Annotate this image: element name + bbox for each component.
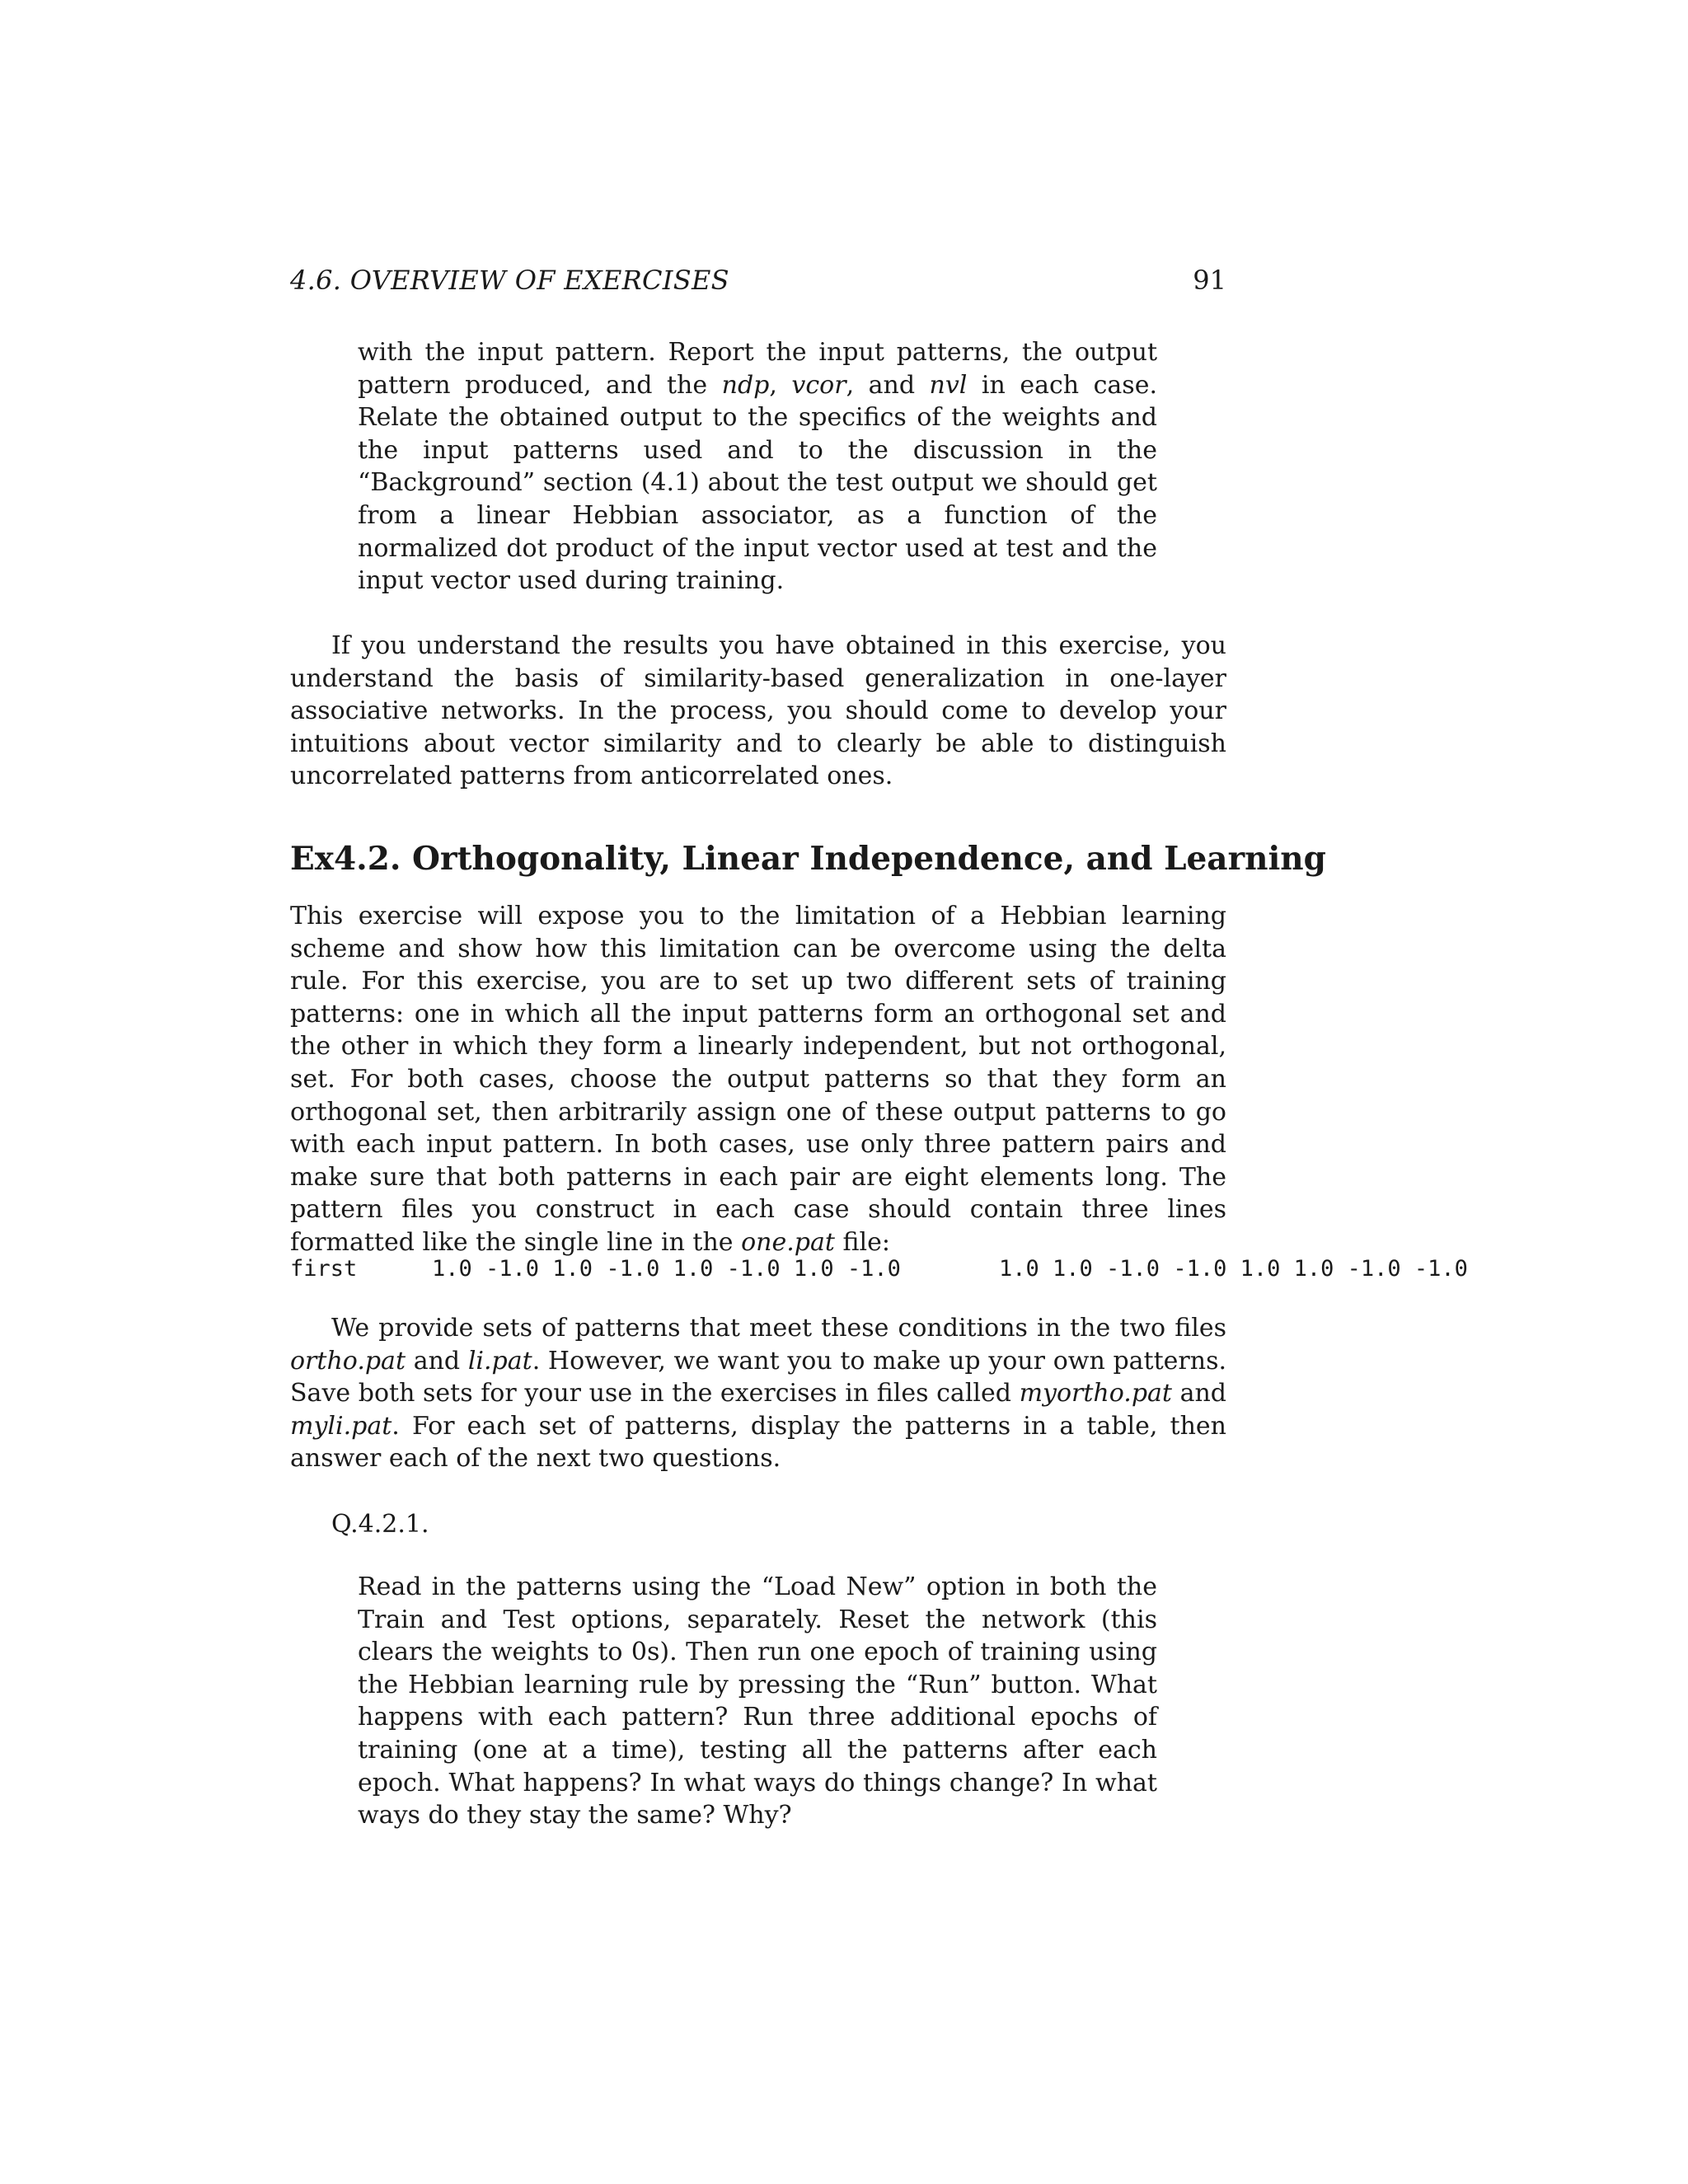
quote-text-1: with the input pattern. Report the input patterns, the output pattern produced, and the: [358, 338, 1157, 400]
running-header: [290, 262, 1226, 298]
quote-and: , and: [846, 370, 930, 400]
pattern-output-values: 1.0 1.0 -1.0 -1.0 1.0 1.0 -1.0 -1.0: [999, 1256, 1468, 1282]
quote-paragraph-top: [358, 336, 1157, 598]
file-name-ortho-pat: ortho.pat: [290, 1346, 406, 1376]
file-name-li-pat: li.pat: [467, 1346, 532, 1376]
quote-text-2: in each case. Relate the obtained output to the specifics of the weights and the input patterns used and to the discussion in the “Background” section (4.1) about the test output we should get from a linear Hebbian associator, as a function of the normalized dot product of the input vector used at test and the input vector used during training.: [358, 370, 1157, 596]
body-2-text: This exercise will expose you to the limitation of a Hebbian learning scheme and show how this limitation can be overcome using the delta rule. For this exercise, you are to set up two different sets of training patterns: one in which all the input patterns form an orthogonal set and the other in which they form a linearly independent, but not orthogonal, set. For both cases, choose the output patterns so that they form an orthogonal set, then arbitrarily assign one of these output patterns to go with each input pattern. In both cases, use only three pattern pairs and make sure that both patterns in each pair are eight elements long. The pattern files you construct in each case should contain three lines formatted like the single line in the: [290, 902, 1226, 1257]
body-2-end: file:: [834, 1227, 890, 1257]
question-text: Read in the patterns using the “Load New” option in both the Train and Test options, separately. Reset the network (this clears the weights to 0s). Then run one epoch of training using the Hebbian learning rule by pressing the “Run” button. What happens with each pattern? Run three additional epochs of training (one at a time), testing all the patterns after each epoch. What happens? In what ways do things change? In what ways do they stay the same? Why?: [358, 1572, 1157, 1830]
quote-comma: ,: [769, 370, 792, 400]
page-number: 91: [1193, 265, 1226, 296]
pattern-code-line: [290, 1253, 1559, 1286]
section-heading: Ex4.2. Orthogonality, Linear Independence, and Learning: [290, 840, 1326, 878]
term-nvl: nvl: [929, 370, 968, 400]
file-name-one-pat: one.pat: [741, 1227, 835, 1257]
body-3-text-2: and: [406, 1346, 468, 1376]
term-ndp: ndp: [721, 370, 770, 400]
question-label: Q.4.2.1.: [331, 1510, 429, 1539]
body-3-text-4: and: [1171, 1379, 1226, 1408]
body-paragraph-3: [290, 1312, 1226, 1475]
body-3-text-3: . However, we want you to make up your own patterns. Save both sets for your use in the exercises in files called: [290, 1346, 1227, 1408]
body-3-text-5: . For each set of patterns, display the patterns in a table, then answer each of the next two questions.: [290, 1411, 1226, 1474]
file-name-myortho-pat: myortho.pat: [1019, 1379, 1172, 1408]
section-title: 4.6. OVERVIEW OF EXERCISES: [290, 265, 729, 296]
body-paragraph-2: [290, 900, 1226, 1259]
body-3-text-1: We provide sets of patterns that meet these conditions in the two files: [331, 1314, 1226, 1343]
term-vcor: vcor: [791, 370, 846, 400]
file-name-myli-pat: myli.pat: [290, 1411, 392, 1441]
body-paragraph-1: If you understand the results you have obtained in this exercise, you understand the basis of similarity-based generalization in one-layer associative networks. In the process, you should come to develop your intuitions about vector similarity and to clearly be able to distinguish uncorrelated patterns from anticorrelated ones.: [290, 631, 1226, 791]
pattern-input-values: 1.0 -1.0 1.0 -1.0 1.0 -1.0 1.0 -1.0: [432, 1256, 901, 1282]
pattern-name: first: [290, 1256, 358, 1282]
